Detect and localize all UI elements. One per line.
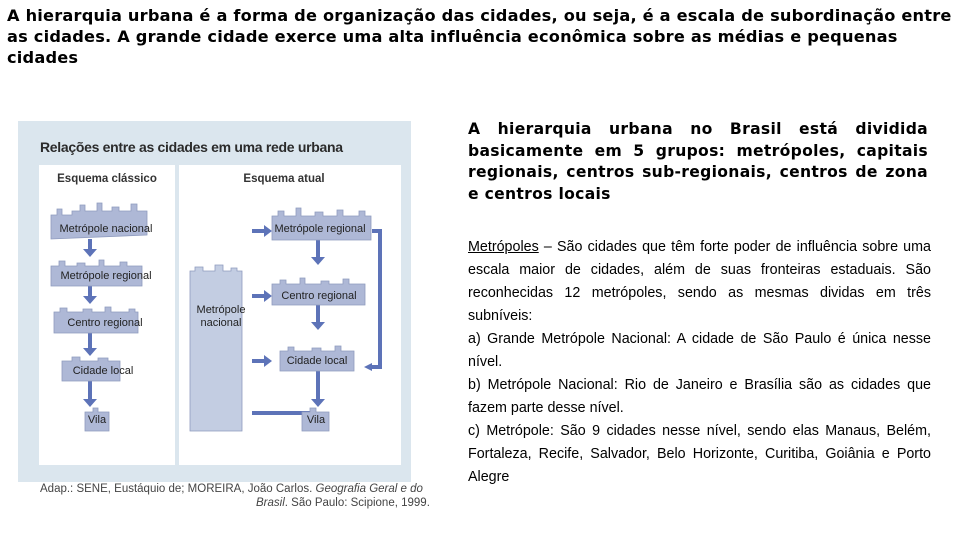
classic-level-1: Metrópole nacional xyxy=(59,223,153,235)
classic-level-3: Centro regional xyxy=(67,317,143,329)
lead-paragraph: A hierarquia urbana no Brasil está dividida basicamente em 5 grupos: metrópoles, capitais regionais, centros sub-regionais, centros de zona e centros locais xyxy=(468,120,928,203)
item-c: c) Metrópole: São 9 cidades nesse nível, sendo elas Manaus, Belém, Fortaleza, Recife, Salvador, Belo Horizonte, Curitiba, Goiânia e Porto Alegre xyxy=(468,423,931,485)
credit-book-title-end: Brasil xyxy=(256,497,285,509)
item-a: a) Grande Metrópole Nacional: A cidade de São Paulo é única nesse nível. xyxy=(468,331,931,370)
term-metropoles: Metrópoles xyxy=(468,239,539,255)
urban-network-figure xyxy=(18,121,411,482)
current-level-1: Metrópole regional xyxy=(274,223,366,235)
slide-title: A hierarquia urbana é a forma de organização das cidades, ou seja, é a escala de subordinação entre as cidades. A grande cidade exerce uma alta influência econômica sobre as médias e pequenas cidades xyxy=(7,6,952,67)
credit-publisher: . São Paulo: Scipione, 1999. xyxy=(284,497,430,509)
classic-heading: Esquema clássico xyxy=(57,173,157,185)
current-level-2: Centro regional xyxy=(281,290,357,302)
classic-level-5: Vila xyxy=(87,414,107,426)
current-level-3: Cidade local xyxy=(286,355,348,367)
current-heading: Esquema atual xyxy=(243,173,325,185)
credit-text: Adap.: SENE, Eustáquio de; MOREIRA, João Carlos. xyxy=(40,483,316,495)
item-b: b) Metrópole Nacional: Rio de Janeiro e Brasília são as cidades que fazem parte desse nível. xyxy=(468,377,931,416)
credit-book-title: Geografia Geral e do xyxy=(315,483,423,495)
current-level-4: Vila xyxy=(306,414,326,426)
classic-level-4: Cidade local xyxy=(72,365,134,377)
figure-title: Relações entre as cidades em uma rede urbana xyxy=(40,139,343,155)
column-label-line2: nacional xyxy=(200,317,242,329)
metropolis-description xyxy=(468,236,931,489)
figure-credit xyxy=(18,482,438,510)
intro-text: – São cidades que têm forte poder de influência sobre uma escala maior de cidades, além de suas fronteiras estaduais. São reconhecidas 12 metrópoles, sendo as mesmas dividas em três subníveis: xyxy=(468,239,931,324)
national-metropolis-column xyxy=(190,265,242,431)
classic-level-2: Metrópole regional xyxy=(60,270,152,282)
urban-network-diagram xyxy=(18,121,411,482)
column-label-line1: Metrópole xyxy=(196,304,246,316)
